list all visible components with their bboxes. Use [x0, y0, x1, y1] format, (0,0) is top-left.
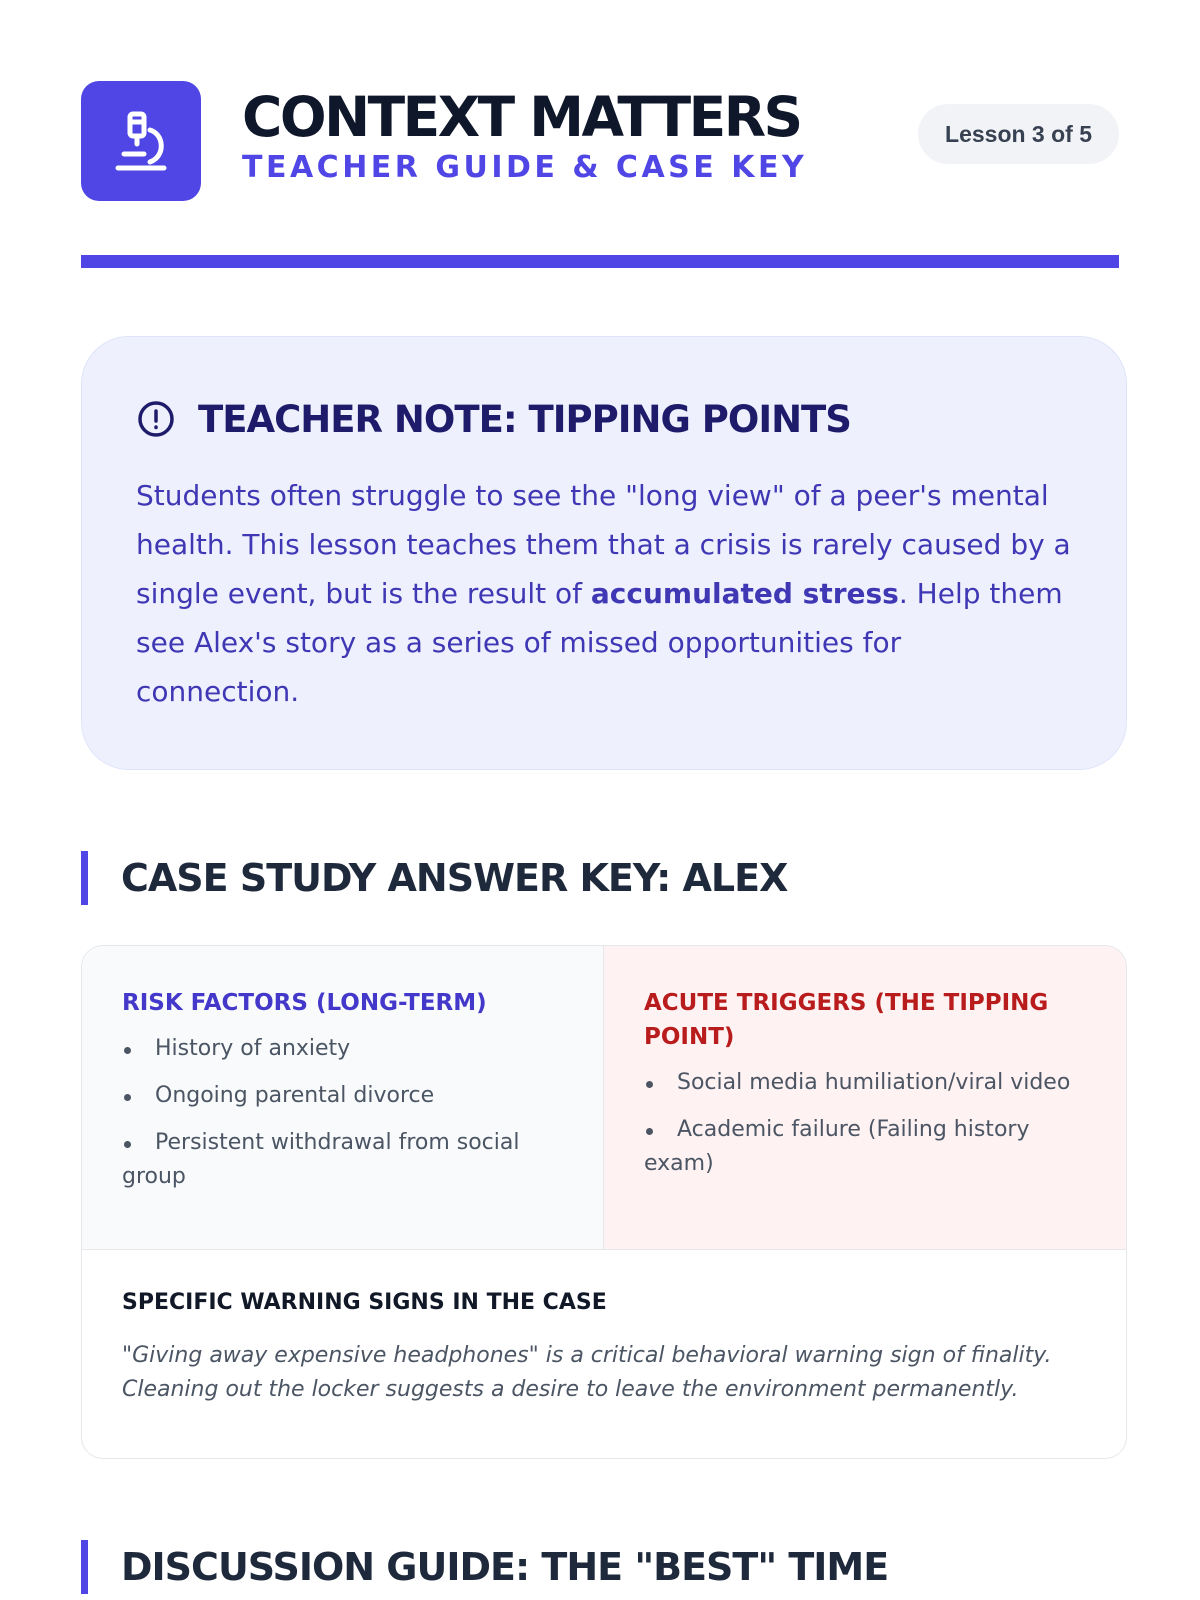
warning-signs-title: SPECIFIC WARNING SIGNS IN THE CASE: [122, 1290, 607, 1315]
risk-factors-list: [122, 1032, 563, 1194]
page-header: [81, 0, 1119, 268]
teacher-note-text-start: Students often struggle to see the "long view" of a peer's mental health. This lesson teaches them that a crisis is rarely caused by a single event, but is the result of: [136, 479, 1071, 610]
acute-triggers-column: [604, 946, 1126, 1249]
teacher-note-emphasis: accumulated stress: [590, 577, 899, 610]
list-item: Persistent withdrawal from social group: [122, 1126, 563, 1194]
title-block: [242, 86, 807, 186]
risk-factors-title: RISK FACTORS (LONG-TERM): [122, 990, 487, 1016]
logo-tile: [81, 81, 201, 201]
acute-triggers-title: ACUTE TRIGGERS (THE TIPPING POINT): [644, 990, 1049, 1050]
answer-key-card: [81, 945, 1127, 1459]
case-study-heading: CASE STUDY ANSWER KEY: ALEX: [81, 851, 787, 905]
page-title: CONTEXT MATTERS: [242, 85, 801, 149]
warning-signs-text: "Giving away expensive headphones" is a critical behavioral warning sign of finality. Cleaning out the locker suggests a desire to leave the environment permanently.: [122, 1343, 1052, 1402]
answer-key-columns: [82, 946, 1126, 1250]
list-item: Ongoing parental divorce: [122, 1079, 563, 1113]
teacher-note-header: [136, 393, 1072, 445]
teacher-note-text-end: . Help them see Alex's story as a series of missed opportunities for connection.: [136, 577, 1063, 708]
teacher-note-card: [81, 336, 1127, 770]
discussion-heading: DISCUSSION GUIDE: THE "BEST" TIME: [81, 1540, 888, 1594]
risk-factors-column: [82, 946, 604, 1249]
acute-triggers-list: [644, 1066, 1086, 1181]
lesson-badge: Lesson 3 of 5: [918, 104, 1119, 164]
list-item: Academic failure (Failing history exam): [644, 1113, 1086, 1181]
warning-signs-section: [82, 1250, 1126, 1407]
microscope-icon: [110, 108, 172, 174]
alert-circle-icon: [136, 399, 176, 439]
header-divider: [81, 255, 1119, 268]
teacher-note-title: TEACHER NOTE: TIPPING POINTS: [198, 397, 851, 441]
list-item: History of anxiety: [122, 1032, 563, 1066]
page-subtitle: TEACHER GUIDE & CASE KEY: [242, 150, 808, 185]
teacher-note-body: [136, 471, 1072, 716]
list-item: Social media humiliation/viral video: [644, 1066, 1086, 1100]
